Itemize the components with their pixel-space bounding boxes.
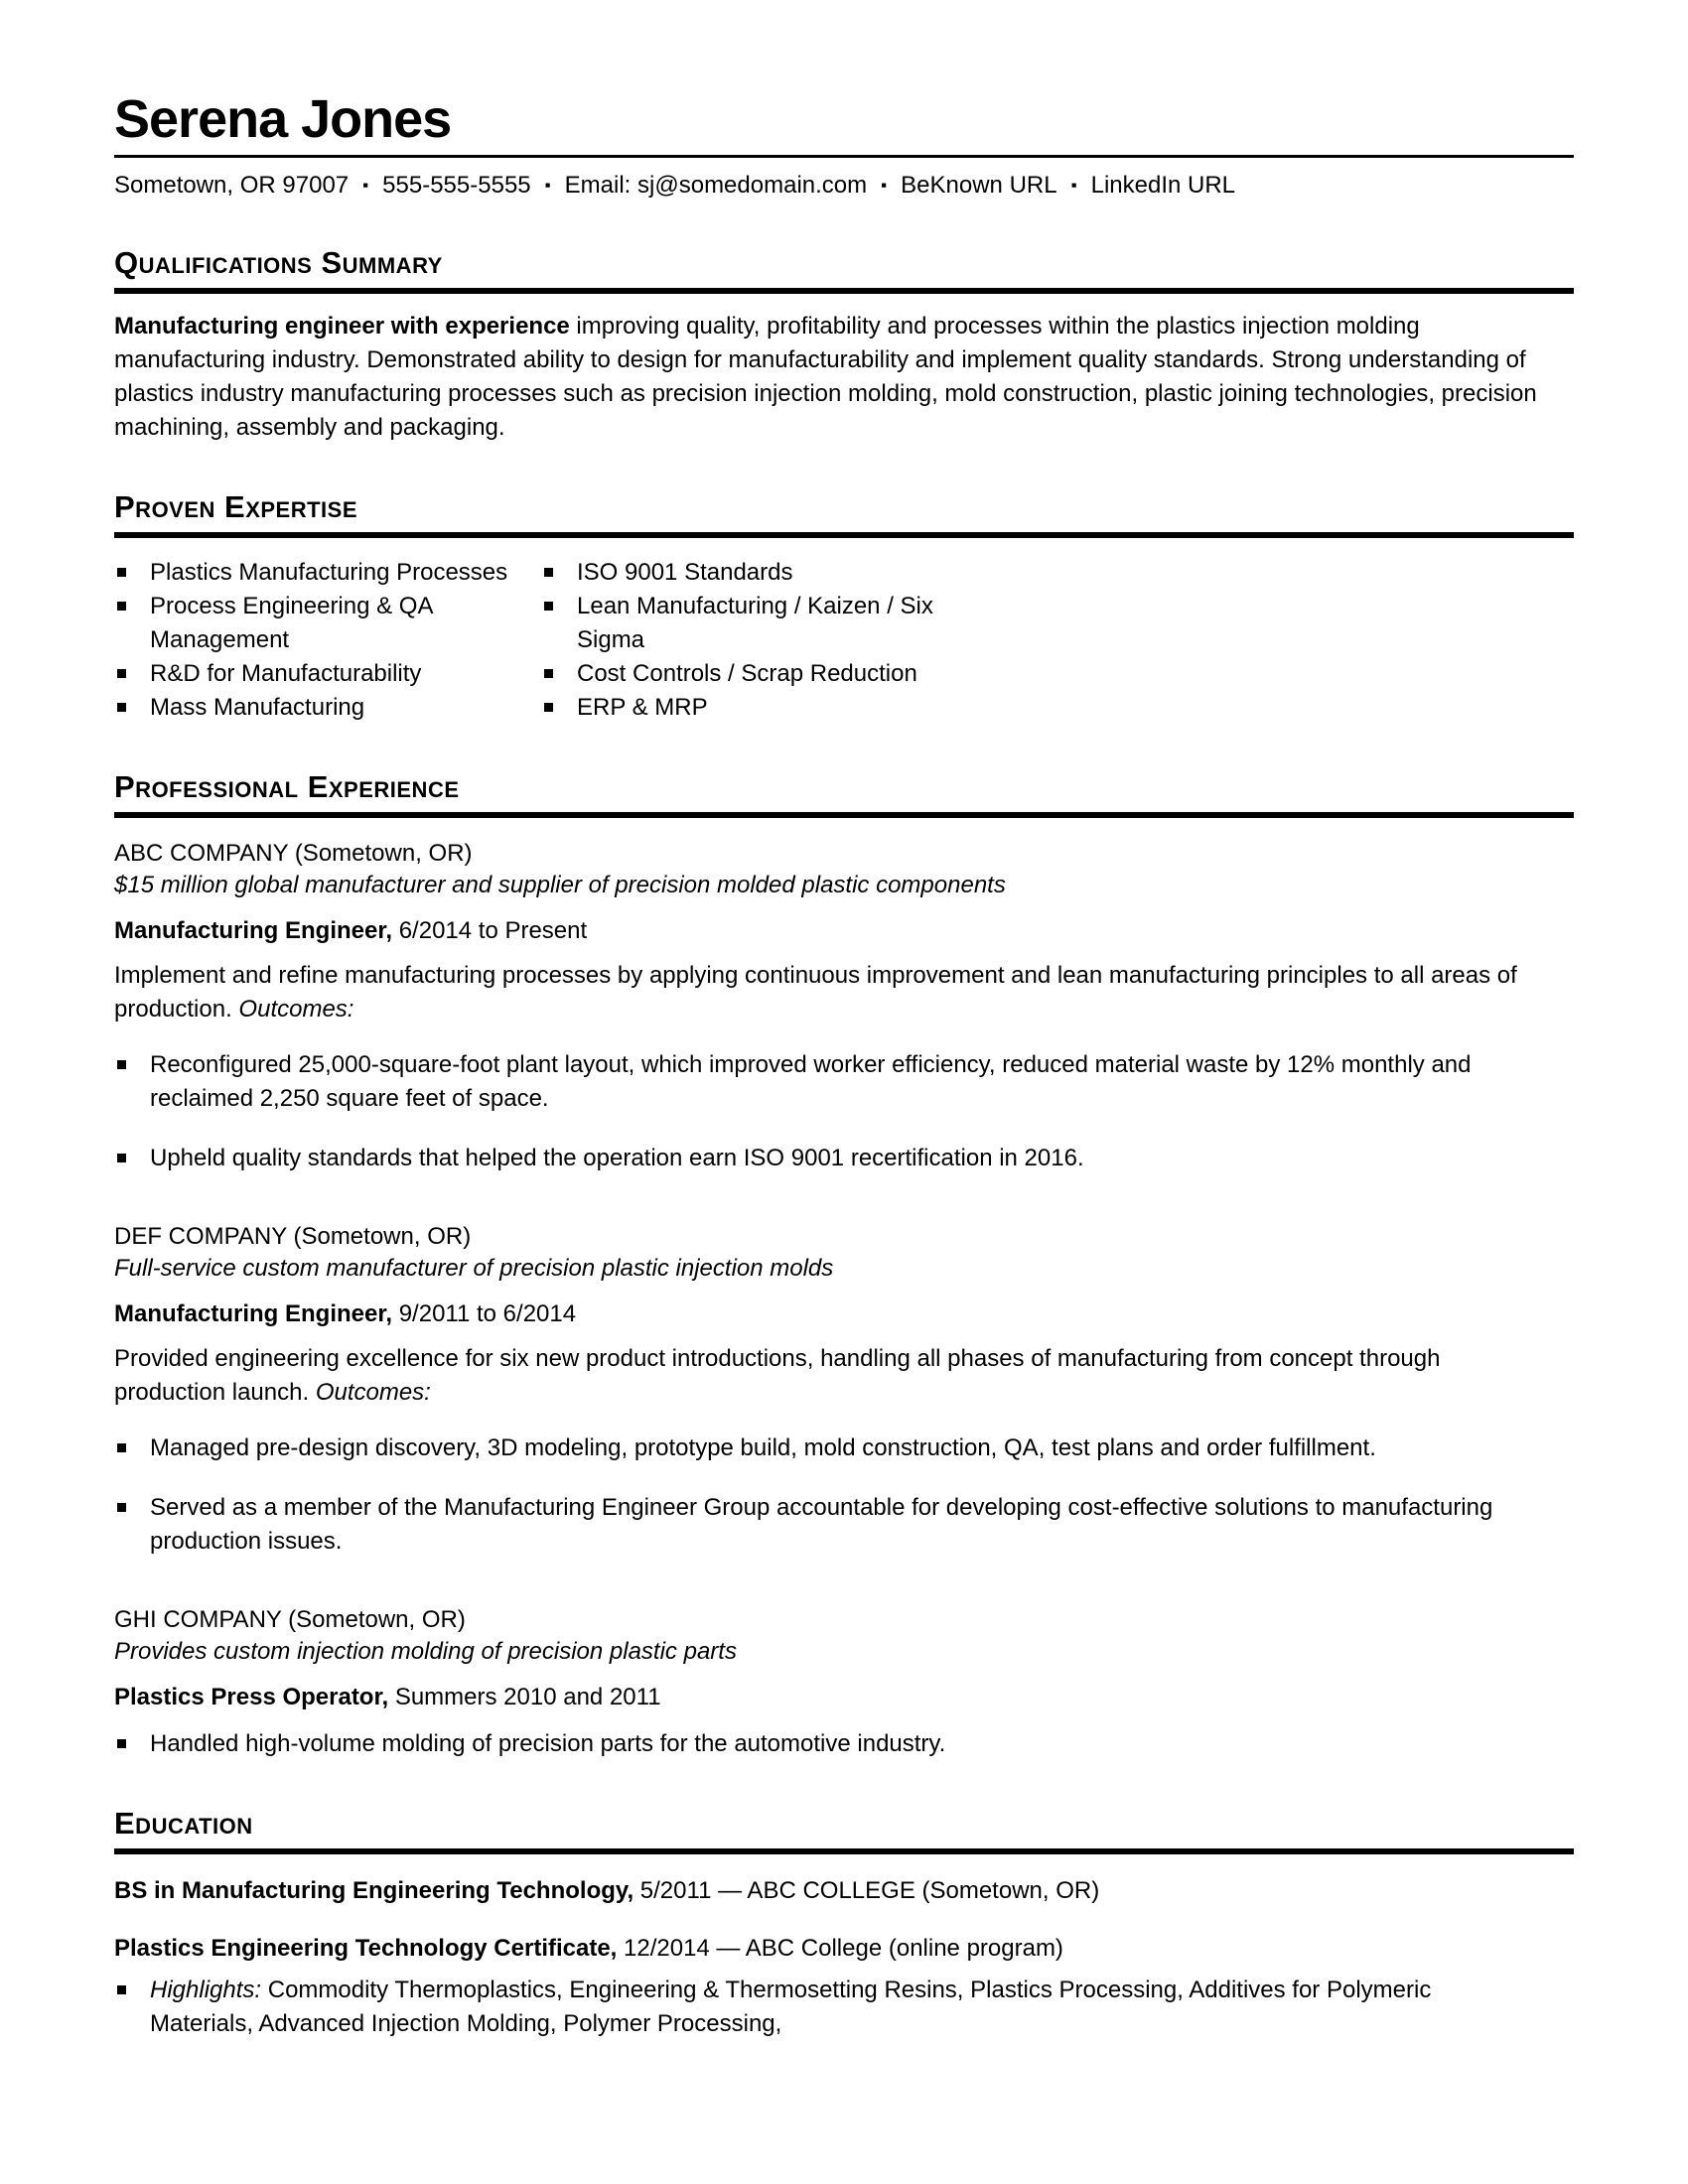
qualifications-heading: Qualifications Summary [114,244,443,280]
job-bullet-list [114,1048,1574,1175]
company-tagline: $15 million global manufacturer and supplier of precision molded plastic components [114,872,1006,899]
section-qualifications-summary [114,246,1574,445]
certificate-details: 12/2014 — ABC College (online program) [617,1935,1063,1963]
highlights-label: Highlights: [150,1977,262,2004]
list-item: ERP & MRP [541,691,968,725]
qualifications-paragraph [114,310,1574,445]
qualifications-lead: Manufacturing engineer with experience [114,312,570,340]
job-title: Manufacturing Engineer, [114,1300,393,1328]
job-dates: 6/2014 to Present [392,917,588,945]
job-title-line [114,1298,1574,1330]
job-ghi-company [114,1604,1574,1761]
job-summary [114,1342,1554,1410]
expertise-columns [114,556,1574,725]
expertise-heading: Proven Expertise [114,488,358,524]
list-item: Plastics Manufacturing Processes [114,556,541,590]
job-bullet: Reconfigured 25,000-square-foot plant layout, which improved worker efficiency, reduced material waste by 12% monthly and reclaimed 2,250 square feet of space. [114,1048,1524,1116]
qualifications-body: improving quality, profitability and processes within the plastics injection molding manufacturing industry. Demonstrated ability to design for manufacturability and implement quality standards. Strong understanding of plastics industry manufacturing processes such as precision injection molding, mold construction, plastic joining technologies, precision machining, assembly and packaging. [114,312,1537,441]
job-bullet: Handled high-volume molding of precision parts for the automotive industry. [114,1727,1524,1761]
education-bullet-list [114,1974,1574,2041]
job-dates: Summers 2010 and 2011 [388,1684,661,1711]
company-name: GHI COMPANY (Sometown, OR) [114,1606,466,1634]
job-title: Manufacturing Engineer, [114,917,393,945]
job-summary [114,959,1554,1026]
contact-beknown-url: BeKnown URL [901,171,1057,199]
job-bullet-list [114,1727,1574,1761]
degree-name: BS in Manufacturing Engineering Technology, [114,1877,634,1905]
section-professional-experience [114,770,1574,1761]
list-item: Mass Manufacturing [114,691,541,725]
experience-heading: Professional Experience [114,769,460,805]
section-divider [114,532,1574,538]
list-item: R&D for Manufacturability [114,657,541,691]
job-bullet-list [114,1432,1574,1559]
job-bullet: Upheld quality standards that helped the operation earn ISO 9001 recertification in 2016. [114,1142,1524,1175]
job-abc-company [114,838,1574,1175]
company-tagline: Provides custom injection molding of precision plastic parts [114,1638,737,1666]
job-title-line [114,1682,1574,1713]
list-item: Process Engineering & QA Management [114,590,541,657]
contact-location: Sometown, OR 97007 [114,171,350,199]
job-dates: 9/2011 to 6/2014 [392,1300,577,1328]
job-summary-text: Implement and refine manufacturing processes by applying continuous improvement and lean manufacturing principles to all areas of production. [114,962,1517,1024]
list-item: Lean Manufacturing / Kaizen / Six Sigma [541,590,968,657]
list-item: Cost Controls / Scrap Reduction [541,657,968,691]
highlights-text: Commodity Thermoplastics, Engineering & Thermosetting Resins, Plastics Processing, Additives for Polymeric Materials, Advanced Injection Molding, Polymer Processing, [150,1977,1432,2038]
job-bullet: Managed pre-design discovery, 3D modeling, prototype build, mold construction, QA, test plans and order fulfillment. [114,1432,1524,1465]
education-degree-line [114,1874,1574,1908]
expertise-column-2 [541,556,1008,725]
job-title: Plastics Press Operator, [114,1684,389,1711]
outcomes-label: Outcomes: [315,1379,431,1407]
job-bullet: Served as a member of the Manufacturing Engineer Group accountable for developing cost-effective solutions to manufacturing production issues. [114,1491,1524,1559]
degree-details: 5/2011 — ABC COLLEGE (Sometown, OR) [633,1877,1100,1905]
certificate-name: Plastics Engineering Technology Certificate, [114,1935,618,1963]
education-certificate-line [114,1932,1574,1966]
company-name: DEF COMPANY (Sometown, OR) [114,1223,472,1251]
contact-linkedin-url: LinkedIn URL [1090,171,1236,199]
outcomes-label: Outcomes: [238,996,354,1024]
square-bullet-icon: ▪ [881,175,888,195]
job-title-line [114,915,1574,947]
section-proven-expertise [114,490,1574,725]
square-bullet-icon: ▪ [362,175,369,195]
education-heading: Education [114,1806,253,1842]
square-bullet-icon: ▪ [544,175,551,195]
job-summary-text: Provided engineering excellence for six new product introductions, handling all phases of manufacturing from concept through production launch. [114,1345,1441,1407]
company-name: ABC COMPANY (Sometown, OR) [114,840,473,868]
name-divider [114,155,1574,158]
contact-phone: 555-555-5555 [382,171,531,199]
section-divider [114,812,1574,818]
contact-line [114,170,1574,201]
list-item: ISO 9001 Standards [541,556,968,590]
expertise-column-1 [114,556,541,725]
section-divider [114,288,1574,294]
person-name: Serena Jones [114,89,452,149]
education-highlights [114,1974,1524,2041]
job-def-company [114,1221,1574,1559]
section-education [114,1807,1574,2041]
contact-email: Email: sj@somedomain.com [564,171,868,199]
square-bullet-icon: ▪ [1070,175,1077,195]
company-tagline: Full-service custom manufacturer of precision plastic injection molds [114,1255,834,1283]
section-divider [114,1848,1574,1854]
